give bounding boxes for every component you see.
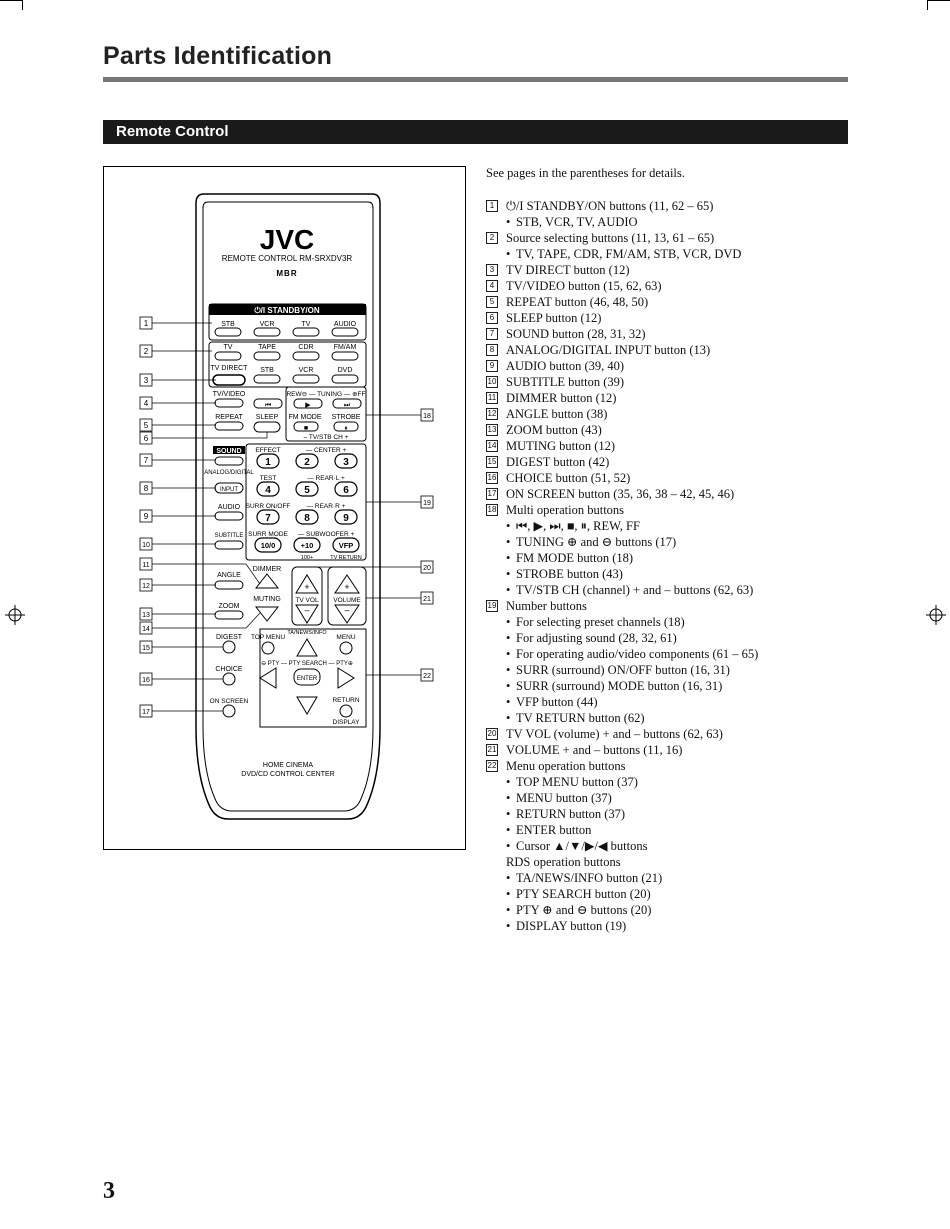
item-number-badge: 22	[487, 761, 497, 770]
key-10-0-label: 10/0	[260, 541, 276, 550]
sub-item: • For operating audio/video components (61 – 65)	[486, 646, 906, 662]
item-text: DIGEST button (42)	[506, 455, 610, 469]
effect-label: EFFECT	[255, 447, 281, 454]
sub-item: • TUNING ⊕ and ⊖ buttons (17)	[486, 534, 906, 550]
list-item	[486, 358, 906, 374]
item-text: ON SCREEN button (35, 36, 38 – 42, 45, 46)	[506, 487, 735, 501]
fmam-source-label: FM/AM	[333, 344, 357, 351]
list-item	[486, 342, 906, 358]
tv-source-label: TV	[223, 344, 233, 351]
key-1-label: 1	[265, 457, 271, 468]
choice-label: CHOICE	[215, 666, 243, 673]
list-item	[486, 742, 906, 758]
tv-source-button[interactable]	[215, 352, 241, 360]
tape-source-label: TAPE	[258, 344, 276, 351]
sub-item: • For selecting preset channels (18)	[486, 614, 906, 630]
callout-number: 11	[142, 562, 150, 569]
callout-number: 14	[142, 626, 150, 633]
repeat-label: REPEAT	[215, 414, 243, 421]
sub-item: • ENTER button	[486, 822, 906, 838]
item-text: ANALOG/DIGITAL INPUT button (13)	[506, 343, 711, 357]
list-item	[486, 422, 906, 438]
sub-item: • MENU button (37)	[486, 790, 906, 806]
on-screen-button[interactable]	[223, 705, 235, 717]
subtitle-button[interactable]	[215, 541, 243, 549]
registration-mark-icon	[5, 605, 25, 625]
rear-l-label: — REAR·L +	[307, 475, 345, 482]
tv-vol-label: TV VOL	[295, 597, 319, 604]
item-text: MUTING button (12)	[506, 439, 616, 453]
item-number-badge: 1	[486, 200, 498, 212]
subtitle-label: SUBTITLE	[214, 533, 244, 539]
item-text: ZOOM button (43)	[506, 423, 602, 437]
callout-number: 16	[142, 677, 150, 684]
control-center-label: DVD/CD CONTROL CENTER	[241, 771, 335, 778]
minus-icon: –	[304, 605, 310, 615]
sub-item: • ⏮, ▶, ⏭, ■, ⏸, REW, FF	[486, 518, 906, 534]
tv-on-label: TV	[301, 321, 311, 328]
intro-text: See pages in the parentheses for details.	[486, 166, 685, 180]
vcr-source-button[interactable]	[293, 375, 319, 383]
standby-label: ⏻/I STANDBY/ON	[254, 306, 320, 315]
callout-number: 4	[143, 399, 149, 408]
zoom-button[interactable]	[215, 611, 243, 619]
callout-number: 5	[143, 421, 149, 430]
key-plus10-label: +10	[300, 541, 314, 550]
item-number-badge: 21	[487, 745, 497, 754]
digest-button[interactable]	[223, 641, 235, 653]
callout-number: 13	[142, 612, 150, 619]
item-number-badge: 2	[486, 232, 498, 244]
list-item	[486, 374, 906, 390]
prev-icon: ⏮	[264, 402, 272, 409]
cdr-source-label: CDR	[298, 344, 314, 351]
item-text: SLEEP button (12)	[506, 311, 602, 325]
display-label: DISPLAY	[332, 719, 360, 726]
repeat-button[interactable]	[215, 422, 243, 430]
test-label: TEST	[259, 475, 277, 482]
crop-mark	[927, 0, 928, 10]
center-label: — CENTER +	[305, 447, 347, 454]
item-text: TV DIRECT button (12)	[506, 263, 630, 277]
stb-source-button[interactable]	[254, 375, 280, 383]
key-8-label: 8	[304, 513, 310, 524]
stb-source-label: STB	[260, 367, 274, 374]
mbr-logo: MBR	[276, 269, 298, 278]
list-item	[486, 262, 906, 278]
callout-number: 17	[142, 709, 150, 716]
model-label: REMOTE CONTROL RM-SRXDV3R	[221, 254, 353, 263]
item-number-badge: 4	[486, 280, 498, 292]
key-5-label: 5	[304, 485, 310, 496]
minus-icon: –	[344, 605, 350, 615]
list-item	[486, 278, 906, 294]
sub-heading: RDS operation buttons	[506, 855, 621, 869]
callout-number: 6	[143, 434, 149, 443]
item-text: Multi operation buttons	[506, 503, 625, 517]
item-text: TV VOL (volume) + and – buttons (62, 63)	[506, 727, 723, 741]
zoom-label: ZOOM	[218, 603, 240, 610]
input-label: INPUT	[220, 487, 238, 493]
stb-on-label: STB	[221, 321, 235, 328]
dimmer-label: DIMMER	[252, 566, 282, 573]
item-text: SUBTITLE button (39)	[506, 375, 625, 389]
list-item	[486, 310, 906, 326]
list-item	[486, 502, 906, 518]
list-item	[486, 326, 906, 342]
item-number-badge: 17	[487, 489, 497, 498]
section-header	[103, 120, 848, 144]
page-number: 3	[103, 1178, 115, 1204]
callout-number: 9	[143, 512, 149, 521]
section-title: Remote Control	[116, 123, 229, 140]
tv-standby-button[interactable]	[293, 328, 319, 336]
list-item	[486, 438, 906, 454]
audio-on-label: AUDIO	[333, 321, 357, 328]
list-item	[486, 406, 906, 422]
callout-number: 8	[143, 484, 149, 493]
stb-standby-button[interactable]	[215, 328, 241, 336]
sub-item: • TA/NEWS/INFO button (21)	[486, 870, 906, 886]
list-item	[486, 486, 906, 502]
item-text: AUDIO button (39, 40)	[506, 359, 625, 373]
sub-item: • PTY SEARCH button (20)	[486, 886, 906, 902]
volume-label: VOLUME	[333, 597, 361, 604]
item-number-badge: 3	[486, 264, 498, 276]
key-vfp-label: VFP	[338, 541, 354, 550]
vcr-on-label: VCR	[259, 321, 275, 328]
sub-item: • SURR (surround) MODE button (16, 31)	[486, 678, 906, 694]
audio-label: AUDIO	[217, 504, 241, 511]
top-menu-button[interactable]	[262, 642, 274, 654]
tv-return-label: TV RETURN	[330, 555, 362, 561]
remote-control-diagram	[104, 167, 465, 849]
home-cinema-label: HOME CINEMA	[262, 762, 314, 769]
item-number-badge: 19	[487, 601, 497, 610]
enter-label: ENTER	[296, 676, 318, 682]
callout-number: 21	[423, 596, 431, 603]
item-text: VOLUME + and – buttons (11, 16)	[506, 743, 683, 757]
callout-labels	[140, 317, 433, 717]
transport-label: REW⊖ — TUNING — ⊕FF	[286, 391, 366, 398]
callout-number: 15	[142, 645, 150, 652]
item-number-badge: 9	[486, 360, 498, 372]
key-2-label: 2	[304, 457, 310, 468]
tape-source-button[interactable]	[254, 352, 280, 360]
sub-item: • TV RETURN button (62)	[486, 710, 906, 726]
muting-label: MUTING	[253, 596, 281, 603]
sub-item: • STROBE button (43)	[486, 566, 906, 582]
item-text: SOUND button (28, 31, 32)	[506, 327, 646, 341]
key-7-label: 7	[265, 513, 271, 524]
callout-number: 22	[423, 673, 431, 680]
item-number-badge: 14	[487, 441, 497, 450]
sub-item: • TV/STB CH (channel) + and – buttons (62, 63)	[486, 582, 906, 598]
surr-mode-label: SURR MODE	[248, 531, 288, 538]
callout-number: 3	[143, 376, 149, 385]
item-number-badge: 5	[486, 296, 498, 308]
crop-mark	[928, 0, 950, 1]
dvd-source-button[interactable]	[332, 375, 358, 383]
sub-item: • VFP button (44)	[486, 694, 906, 710]
sub-item: • Cursor ▲/▼/▶/◀ buttons	[486, 838, 906, 854]
callout-number: 2	[143, 347, 149, 356]
list-item	[486, 598, 906, 614]
surr-onoff-label: SURR ON/OFF	[245, 503, 291, 510]
menu-label: MENU	[336, 634, 356, 641]
item-text: REPEAT button (46, 48, 50)	[506, 295, 649, 309]
sub-item: • TV, TAPE, CDR, FM/AM, STB, VCR, DVD	[486, 246, 906, 262]
pause-icon: ⏸	[344, 425, 348, 432]
strobe-label: STROBE	[331, 414, 361, 421]
item-number-badge: 8	[486, 344, 498, 356]
callout-number: 18	[423, 413, 431, 420]
sound-label: SOUND	[216, 448, 242, 455]
callout-number: 1	[143, 319, 149, 328]
item-text: TV/VIDEO button (15, 62, 63)	[506, 279, 662, 293]
callout-number: 7	[143, 456, 149, 465]
item-text: ⏻/I STANDBY/ON buttons (11, 62 – 65)	[506, 199, 714, 213]
next-icon: ⏭	[343, 402, 351, 409]
item-number-badge: 16	[487, 473, 497, 482]
cdr-source-button[interactable]	[293, 352, 319, 360]
callout-number: 10	[142, 542, 150, 549]
sub-item: • SURR (surround) ON/OFF button (16, 31)	[486, 662, 906, 678]
sub-item: • For adjusting sound (28, 32, 61)	[486, 630, 906, 646]
callout-number: 12	[142, 583, 150, 590]
remote-figure	[103, 166, 466, 850]
sound-button[interactable]	[215, 457, 243, 465]
item-number-badge: 20	[487, 729, 497, 738]
return-button[interactable]	[340, 705, 352, 717]
key-9-label: 9	[343, 513, 349, 524]
item-number-badge: 12	[487, 409, 497, 418]
sub-item: • STB, VCR, TV, AUDIO	[486, 214, 906, 230]
cursor-right-button[interactable]	[338, 668, 354, 688]
list-item	[486, 454, 906, 470]
tv-direct-label: TV DIRECT	[210, 365, 248, 372]
cursor-left-button[interactable]	[260, 668, 276, 688]
fm-mode-label: FM MODE	[288, 414, 322, 421]
return-label: RETURN	[332, 697, 360, 704]
sub-item: • TOP MENU button (37)	[486, 774, 906, 790]
item-number-badge: 13	[487, 425, 497, 434]
angle-button[interactable]	[215, 581, 243, 589]
callout-number: 20	[423, 565, 431, 572]
sub-item: • DISPLAY button (19)	[486, 918, 906, 934]
list-item	[486, 294, 906, 310]
choice-button[interactable]	[223, 673, 235, 685]
rear-r-label: — REAR·R +	[306, 503, 346, 510]
key-4-label: 4	[265, 485, 271, 496]
list-item	[486, 230, 906, 246]
list-item	[486, 390, 906, 406]
title-rule	[103, 77, 848, 82]
list-item	[486, 726, 906, 742]
list-item	[486, 758, 906, 774]
audio-button[interactable]	[215, 512, 243, 520]
brand-logo: JVC	[259, 224, 315, 255]
sleep-label: SLEEP	[255, 414, 279, 421]
item-number-badge: 6	[486, 312, 498, 324]
angle-label: ANGLE	[217, 572, 241, 579]
audio-standby-button[interactable]	[332, 328, 358, 336]
item-number-badge: 11	[487, 393, 497, 402]
play-icon: ▶	[305, 402, 311, 409]
sub-item: • PTY ⊕ and ⊖ buttons (20)	[486, 902, 906, 918]
cursor-up-button[interactable]	[297, 639, 317, 656]
dimmer-button[interactable]	[256, 574, 278, 588]
list-item	[486, 198, 906, 214]
item-number-badge: 18	[487, 505, 497, 514]
menu-button[interactable]	[340, 642, 352, 654]
item-text: DIMMER button (12)	[506, 391, 617, 405]
crop-mark	[22, 0, 23, 10]
item-text: Source selecting buttons (11, 13, 61 – 65)	[506, 231, 715, 245]
sleep-button[interactable]	[254, 422, 280, 432]
item-number-badge: 10	[487, 377, 497, 386]
plus-icon: +	[344, 582, 350, 592]
cursor-down-button[interactable]	[297, 697, 317, 714]
on-screen-label: ON SCREEN	[209, 698, 249, 705]
item-text: CHOICE button (51, 52)	[506, 471, 631, 485]
item-number-badge: 7	[486, 328, 498, 340]
tv-direct-button[interactable]	[213, 375, 245, 385]
vcr-source-label: VCR	[298, 367, 314, 374]
item-text: Number buttons	[506, 599, 587, 613]
digest-label: DIGEST	[215, 634, 243, 641]
dvd-source-label: DVD	[337, 367, 353, 374]
analog-digital-label: ANALOG/DIGITAL	[204, 470, 254, 476]
item-number-badge: 15	[487, 457, 497, 466]
vcr-standby-button[interactable]	[254, 328, 280, 336]
crop-mark	[0, 0, 22, 1]
list-item	[486, 470, 906, 486]
tv-video-button[interactable]	[215, 399, 243, 407]
fmam-source-button[interactable]	[332, 352, 358, 360]
stop-icon: ■	[303, 425, 309, 432]
ta-news-info-label: TA/NEWS/INFO	[287, 630, 327, 636]
pty-search-label: ⊖ PTY — PTY SEARCH — PTY⊕	[261, 661, 353, 667]
sub-item: • FM MODE button (18)	[486, 550, 906, 566]
parts-list	[486, 198, 906, 934]
subwoofer-label: — SUBWOOFER +	[297, 531, 355, 538]
hundred-label: 100+	[300, 555, 314, 561]
key-6-label: 6	[343, 485, 349, 496]
callout-number: 19	[423, 500, 431, 507]
key-3-label: 3	[343, 457, 349, 468]
registration-mark-icon	[926, 605, 946, 625]
plus-icon: +	[304, 582, 310, 592]
item-text: Menu operation buttons	[506, 759, 626, 773]
tvstb-ch-label: – TV/STB CH +	[303, 434, 349, 441]
sub-item: • RETURN button (37)	[486, 806, 906, 822]
item-text: ANGLE button (38)	[506, 407, 608, 421]
tv-video-label: TV/VIDEO	[212, 391, 246, 398]
page-title: Parts Identification	[103, 42, 333, 70]
top-menu-label: TOP MENU	[250, 634, 286, 641]
